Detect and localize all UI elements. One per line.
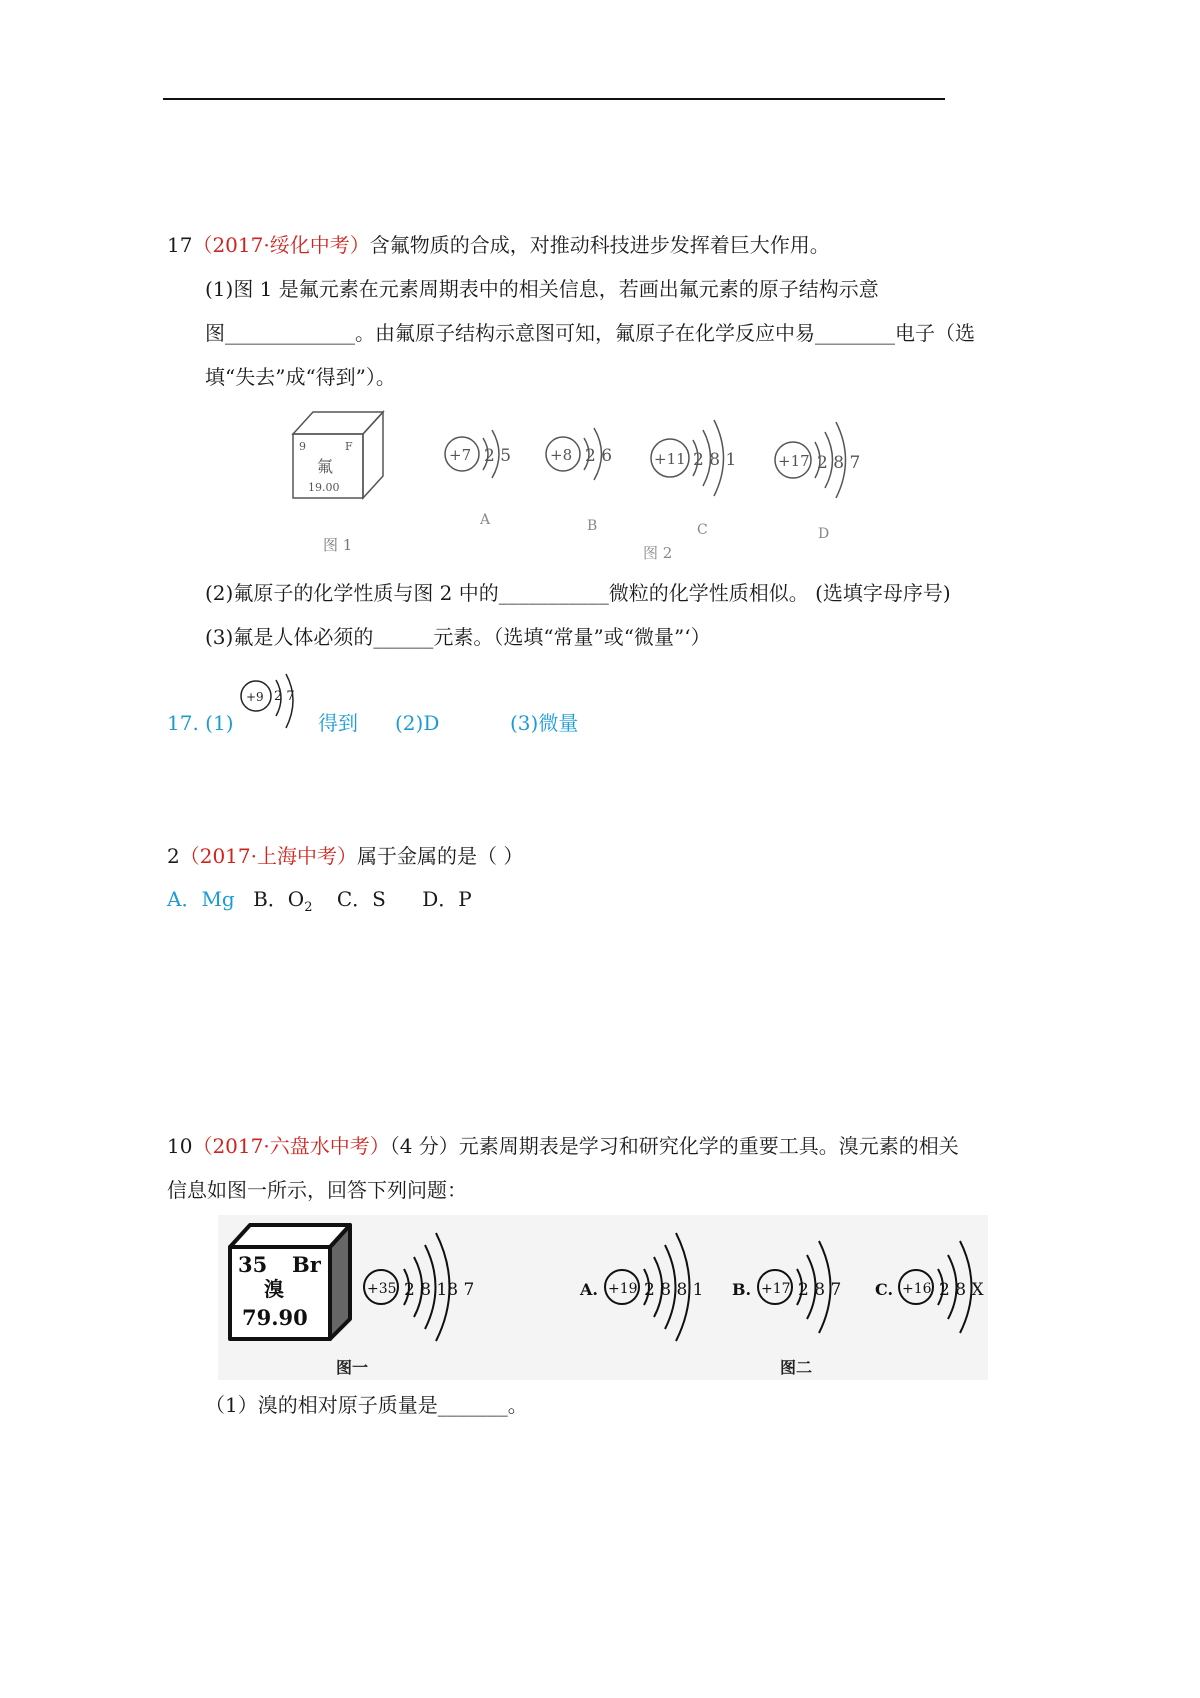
q17-part1-line-a: (1)图 1 是氟元素在元素周期表中的相关信息，若画出氟元素的原子结构示意 xyxy=(205,277,879,301)
atom-a-nucleus: +7 xyxy=(449,446,472,464)
q17-part1-line-c: 填“失去”成“得到”）。 xyxy=(205,365,396,389)
q10-number: 10 xyxy=(167,1134,193,1158)
q10-stem-line-b: 信息如图一所示，回答下列问题： xyxy=(167,1178,467,1202)
q17-part3: (3)氟是人体必须的______元素。（选填“常量”或“微量”‘） xyxy=(205,625,711,649)
q2-option-a: A．Mg xyxy=(167,887,235,911)
q10-figure xyxy=(218,1215,988,1380)
q17-answer-1: 17. (1) xyxy=(167,711,234,735)
atom-a-label: A xyxy=(480,512,491,528)
answer-shells: 2 7 xyxy=(274,689,295,704)
fluorine-name: 氟 xyxy=(317,457,334,476)
q10-atom-a-nucleus: +19 xyxy=(608,1281,638,1297)
q10-atom-b-nucleus: +17 xyxy=(761,1281,791,1297)
atom-c-nucleus: +11 xyxy=(654,450,686,468)
fluorine-mass: 19.00 xyxy=(308,481,340,494)
q10-atom-a-shells: 2 8 8 1 xyxy=(644,1280,704,1300)
atom-a-shells: 2 5 xyxy=(484,446,512,466)
header-rule xyxy=(163,98,945,100)
q10-source: （2017·六盘水中考） xyxy=(192,1134,390,1158)
q17-answer-3: (3)微量 xyxy=(510,711,579,735)
bromine-name: 溴 xyxy=(264,1277,284,1301)
q17-figure xyxy=(265,400,875,565)
q2-number: 2 xyxy=(167,844,180,868)
q2-option-b-text: B．O xyxy=(253,887,305,911)
q2-option-d: D．P xyxy=(422,887,472,911)
atom-d-nucleus: +17 xyxy=(778,452,810,470)
atom-b-shells: 2 6 xyxy=(585,446,613,466)
bromine-mass: 79.90 xyxy=(242,1305,308,1330)
q2-source: （2017·上海中考） xyxy=(179,844,357,868)
fig-two-caption: 图二 xyxy=(780,1358,813,1377)
atom-b-label: B xyxy=(587,518,598,534)
bromine-atomic-number: 35 xyxy=(238,1252,268,1277)
q17-answer-2: (2)D xyxy=(395,711,440,735)
bromine-nucleus: +35 xyxy=(367,1281,397,1297)
q10-atom-b-shells: 2 8 7 xyxy=(798,1280,842,1300)
q17-source: （2017·绥化中考） xyxy=(192,233,370,257)
q10-stem: （4 分）元素周期表是学习和研究化学的重要工具。溴元素的相关 xyxy=(389,1134,959,1158)
fig2-caption: 图 2 xyxy=(643,544,673,562)
q17-part2: (2)氟原子的化学性质与图 2 中的___________微粒的化学性质相似。 (选填字母序号) xyxy=(205,581,951,605)
answer-nucleus: +9 xyxy=(246,690,264,704)
q2-stem: 属于金属的是（ ） xyxy=(357,844,524,868)
atom-c-label: C xyxy=(697,522,708,538)
atom-d-label: D xyxy=(818,526,830,542)
fig-one-caption: 图一 xyxy=(336,1358,369,1377)
q10-atom-c-shells: 2 8 X xyxy=(939,1280,984,1300)
q17-stem-line xyxy=(167,232,830,258)
q2-option-b-subscript: 2 xyxy=(304,900,313,915)
bromine-symbol: Br xyxy=(292,1252,321,1277)
q17-answer-diagram xyxy=(234,672,306,734)
q2-option-b xyxy=(253,887,313,915)
q2-option-c: C．S xyxy=(336,887,386,911)
q17-number: 17 xyxy=(167,233,193,257)
q17-stem: 含氟物质的合成，对推动科技进步发挥着巨大作用。 xyxy=(369,233,830,257)
q10-stem-line xyxy=(167,1133,959,1159)
q17-part1-line-b: 图_____________。由氟原子结构示意图可知，氟原子在化学反应中易________电子（选 xyxy=(205,321,975,345)
fluorine-atomic-number: 9 xyxy=(299,440,306,453)
q10-atom-c-nucleus: +16 xyxy=(902,1281,932,1297)
q17-answer-1b: 得到 xyxy=(318,711,358,735)
q10-atom-a-label: A. xyxy=(580,1280,598,1299)
q10-atom-b-label: B. xyxy=(732,1280,752,1299)
q2-stem-line xyxy=(167,843,523,869)
fluorine-symbol: F xyxy=(345,440,353,453)
q10-part1: （1）溴的相对原子质量是_______。 xyxy=(205,1393,528,1417)
atom-b-nucleus: +8 xyxy=(550,446,573,464)
atom-c-shells: 2 8 1 xyxy=(693,450,737,470)
fig1-caption: 图 1 xyxy=(323,536,353,554)
q2-options xyxy=(167,886,472,921)
bromine-shells: 2 8 18 7 xyxy=(404,1280,475,1300)
atom-d-shells: 2 8 7 xyxy=(817,453,861,473)
q10-atom-c-label: C. xyxy=(875,1280,894,1299)
